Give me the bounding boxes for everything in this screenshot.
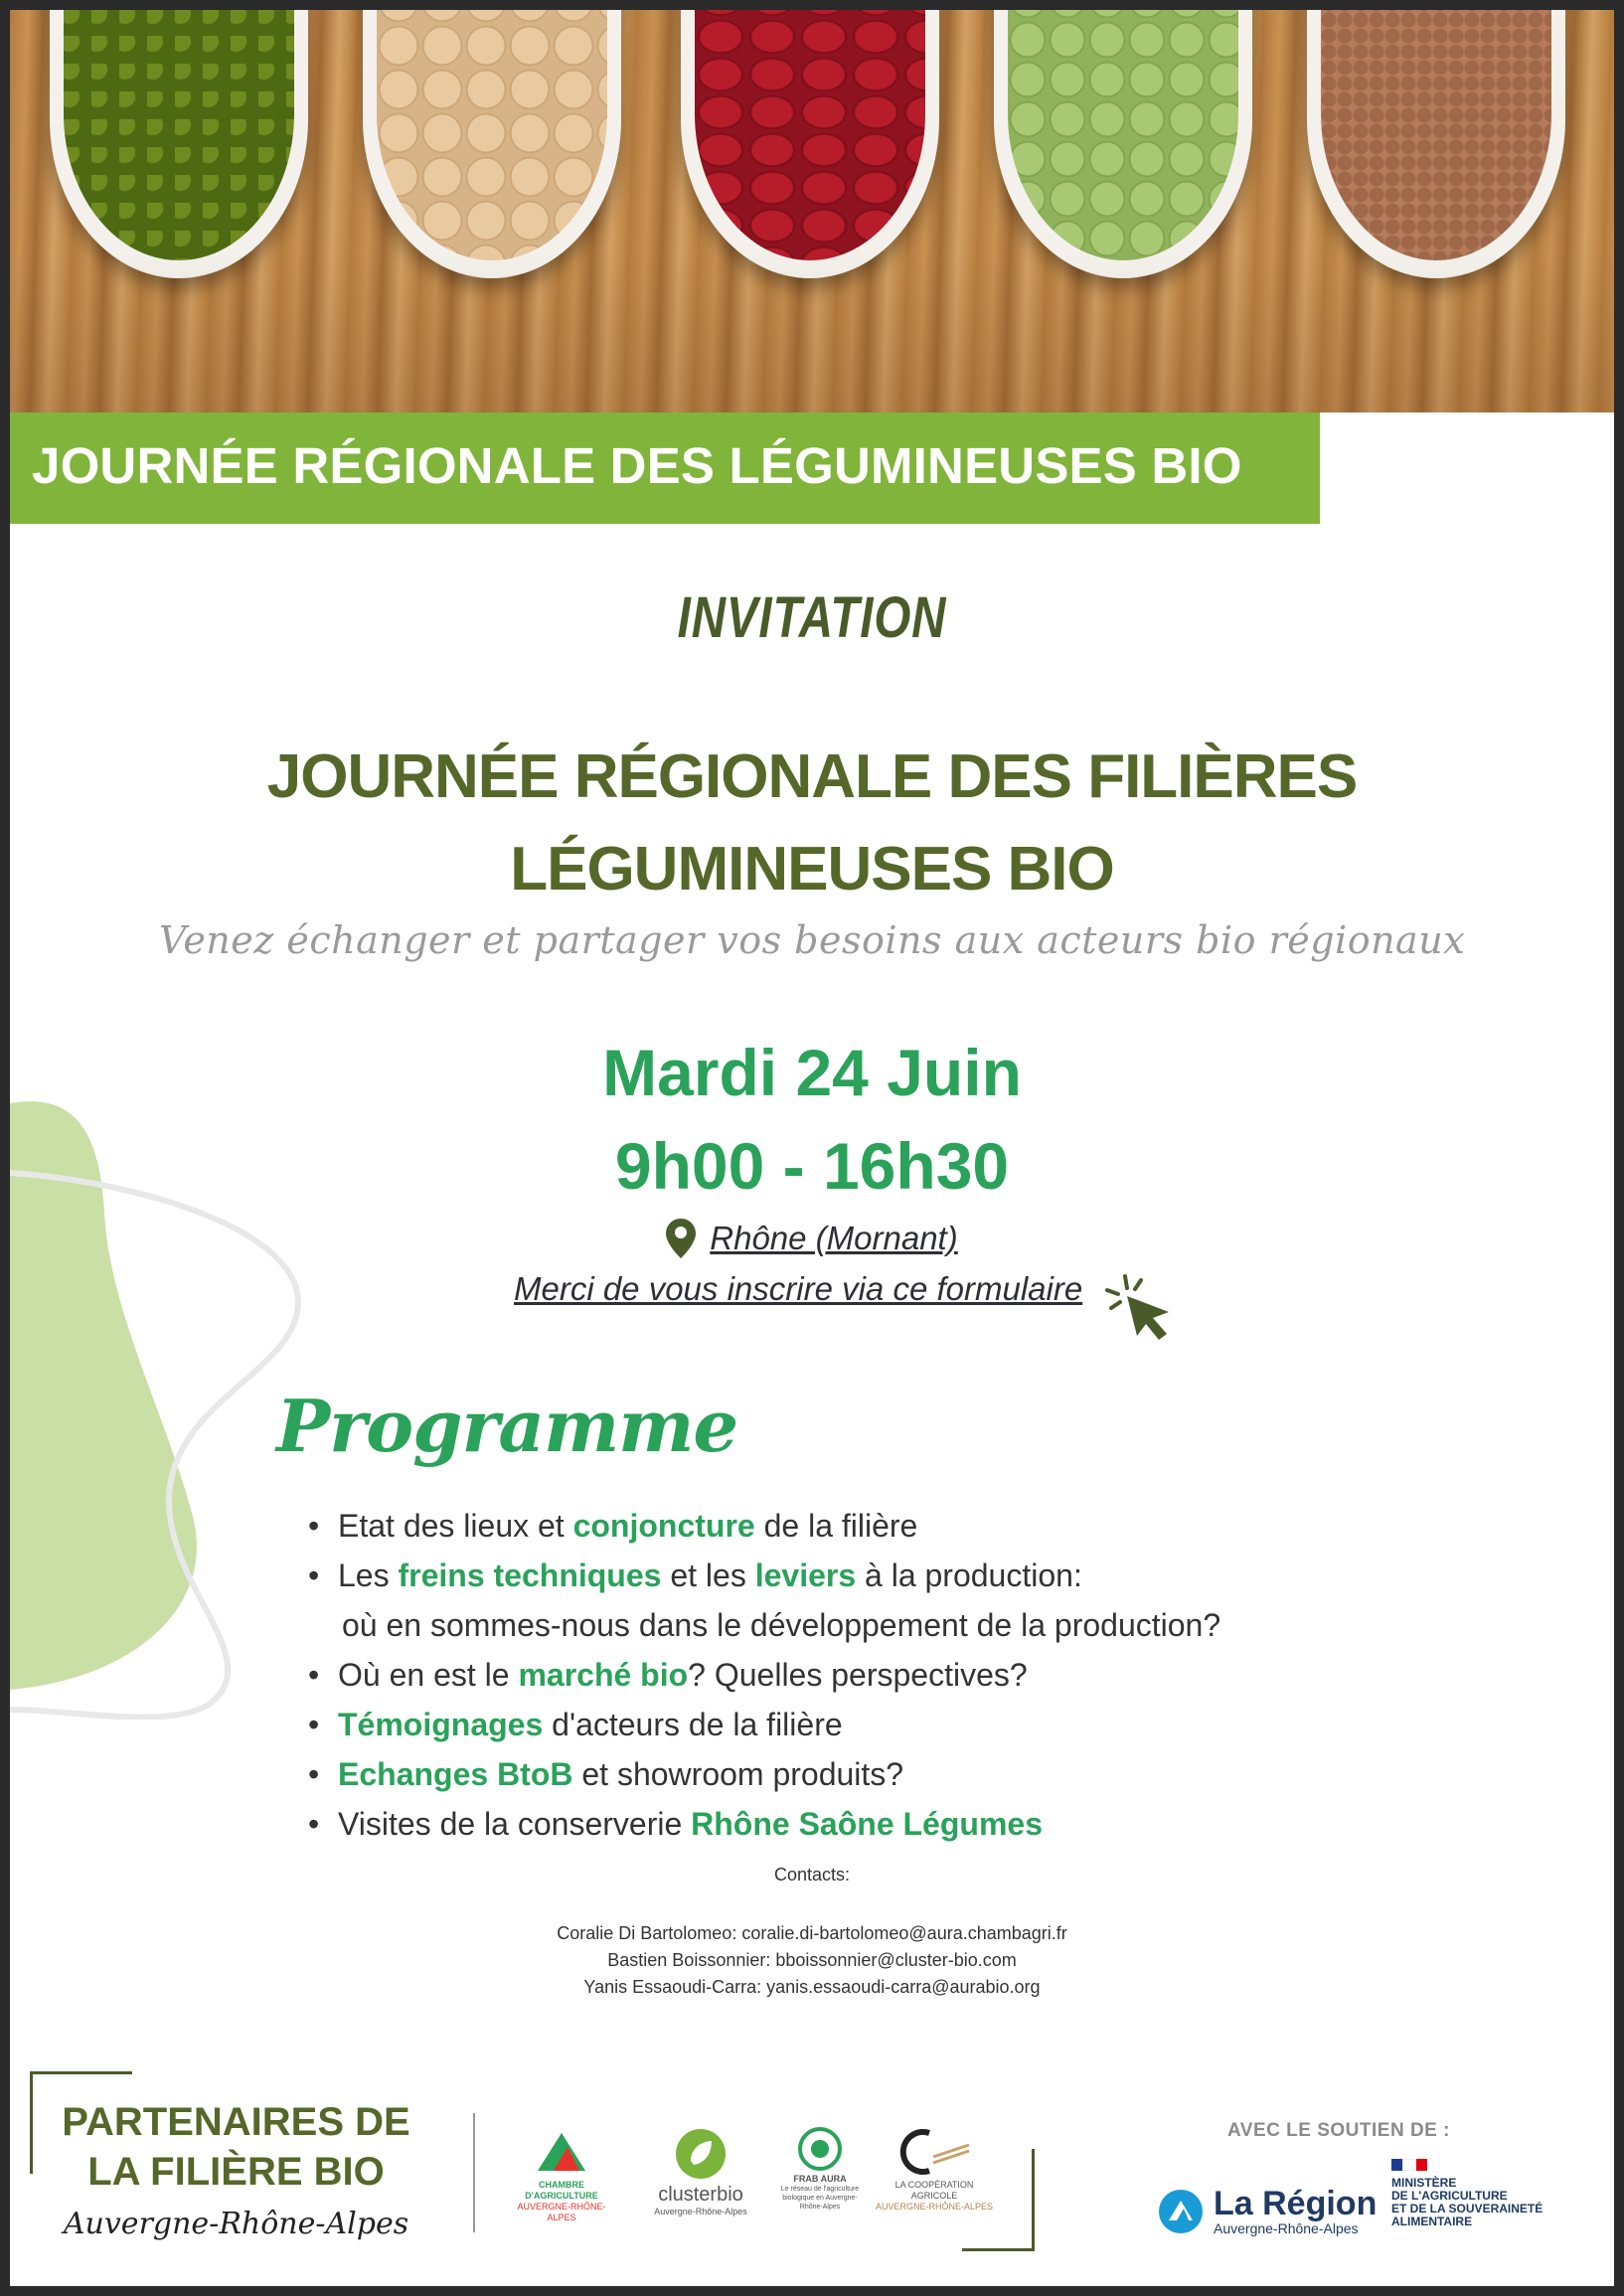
contact-line: Coralie Di Bartolomeo: coralie.di-bartolomeo@aura.chambagri.fr bbox=[557, 1923, 1067, 1943]
french-flag-icon bbox=[1391, 2159, 1427, 2171]
invitation-label: INVITATION bbox=[677, 585, 947, 650]
contact-line: Bastien Boissonnier: bboissonnier@cluster-bio.com bbox=[607, 1950, 1017, 1970]
programme-item: • Témoignages d'acteurs de la filière bbox=[308, 1707, 843, 1742]
programme-item: • Visites de la conserverie Rhône Saône Légumes bbox=[308, 1806, 1043, 1842]
event-title-line2: LÉGUMINEUSES BIO bbox=[510, 835, 1114, 903]
hero-legumes-photo bbox=[10, 10, 1614, 412]
support-label: AVEC LE SOUTIEN DE : bbox=[1227, 2120, 1450, 2141]
contacts-heading: Contacts: bbox=[773, 1865, 851, 1885]
partners-title: PARTENAIRES DE LA FILIÈRE BIO bbox=[62, 2100, 410, 2194]
programme-item: • Les freins techniques et les leviers à la production: où en sommes-nous dans le développement de la production? bbox=[308, 1558, 1221, 1643]
programme-item: • Etat des lieux et conjoncture de la filière bbox=[308, 1508, 918, 1544]
clusterbio-logo: clusterbio Auvergne-Rhône-Alpes bbox=[641, 2127, 760, 2217]
programme-item: • Echanges BtoB et showroom produits? bbox=[308, 1756, 904, 1792]
event-hours: 9h00 - 16h30 bbox=[614, 1129, 1010, 1203]
ministere-agriculture-logo: MINISTÈRE DE L'AGRICULTURE ET DE LA SOUVERAINETÉ ALIMENTAIRE bbox=[1391, 2159, 1543, 2228]
region-aura-logo: La Région Auvergne-Rhône-Alpes bbox=[1158, 2187, 1377, 2236]
location-pin-icon bbox=[666, 1219, 696, 1258]
title-band bbox=[10, 412, 1320, 524]
programme-item: • Où en est le marché bio? Quelles perspectives? bbox=[308, 1657, 1028, 1693]
footer-divider bbox=[473, 2113, 475, 2232]
programme-heading: Programme bbox=[276, 1384, 738, 1468]
location-link[interactable]: Rhône (Mornant) bbox=[710, 1220, 958, 1256]
band-title: JOURNÉE RÉGIONALE DES LÉGUMINEUSES BIO bbox=[32, 437, 1242, 494]
region-logo-icon bbox=[1158, 2189, 1204, 2234]
cooperation-agricole-logo: LA COOPÉRATION AGRICOLE AUVERGNE-RHÔNE-ALPES bbox=[875, 2127, 994, 2213]
registration-form-link[interactable]: Merci de vous inscrire via ce formulaire bbox=[514, 1270, 1083, 1307]
event-location bbox=[10, 1219, 1614, 1263]
frab-aura-logo: FRAB AURA Le réseau de l'agriculture biologique en Auvergne-Rhône-Alpes bbox=[775, 2127, 865, 2212]
logos-bracket bbox=[962, 2149, 1035, 2251]
event-title-line1: JOURNÉE RÉGIONALE DES FILIÈRES bbox=[266, 742, 1358, 811]
programme-list bbox=[308, 1501, 1221, 1849]
contacts-block bbox=[10, 1920, 1614, 2001]
contact-line: Yanis Essaoudi-Carra: yanis.essaoudi-carra@aurabio.org bbox=[583, 1977, 1041, 1997]
event-date: Mardi 24 Juin bbox=[602, 1036, 1022, 1109]
event-title bbox=[10, 731, 1614, 915]
event-subtitle: Venez échanger et partager vos besoins aux acteurs bio régionaux bbox=[158, 918, 1466, 962]
partners-region: Auvergne-Rhône-Alpes bbox=[63, 2207, 409, 2241]
click-cursor-icon bbox=[1103, 1272, 1183, 1352]
invitation-page bbox=[10, 10, 1614, 2286]
chambre-agriculture-logo: CHAMBRE D'AGRICULTURE AUVERGNE-RHÔNE-ALPES bbox=[512, 2127, 611, 2223]
